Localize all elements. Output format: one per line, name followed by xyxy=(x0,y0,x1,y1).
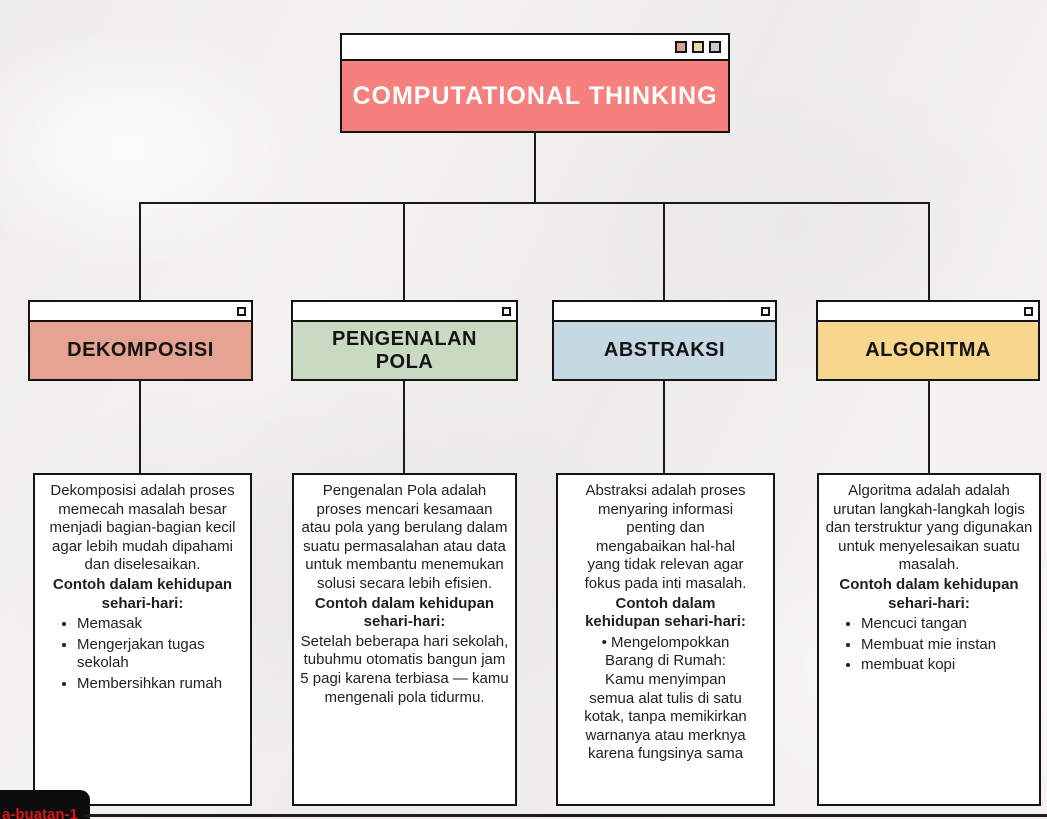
branch-window-titlebar xyxy=(30,302,251,322)
bullet-item: • membuat kopi xyxy=(861,656,1033,675)
root-window-titlebar xyxy=(342,35,728,61)
branch-node-pengenalan-pola xyxy=(291,300,518,381)
window-button-icon xyxy=(237,307,246,316)
branch-description: Algoritma adalah adalah urutan langkah-langkah logis dan terstruktur yang digunakan untuk menyelesaikan suatu masalah. xyxy=(825,482,1033,574)
bullet-item: • Membuat mie instan xyxy=(861,636,1033,655)
textbox-abstraksi xyxy=(556,473,775,806)
example-list xyxy=(41,615,244,693)
connector-bus xyxy=(139,202,930,204)
textbox-pengenalan-pola xyxy=(292,473,517,806)
example-heading: Contoh dalam kehidupan sehari-hari: xyxy=(314,594,495,631)
window-button-icon xyxy=(502,307,511,316)
example-text: Setelah beberapa hari sekolah, tubuhmu otomatis bangun jam 5 pagi karena terbiasa — kamu mengenali pola tidurmu. xyxy=(300,632,509,706)
branch-title: DEKOMPOSISI xyxy=(67,339,214,361)
branch-title: ABSTRAKSI xyxy=(603,339,726,361)
bullet-item: • Memasak xyxy=(77,615,244,634)
connector-root-drop xyxy=(534,131,536,203)
connector-drop-dekomposisi xyxy=(139,202,141,301)
branch-description: Abstraksi adalah proses menyaring informasi penting dan mengabaikan hal-hal yang tidak relevan agar fokus pada inti masalah. xyxy=(584,482,747,592)
example-heading: Contoh dalam kehidupan sehari-hari: xyxy=(839,575,1019,612)
bullet-item: • Mengerjakan tugas sekolah xyxy=(77,636,244,673)
branch-body xyxy=(554,322,775,379)
example-list xyxy=(825,615,1033,675)
connector-drop-abstraksi xyxy=(663,202,665,301)
branch-description: Dekomposisi adalah proses memecah masalah besar menjadi bagian-bagian kecil agar lebih mudah dipahami dan diselesaikan. xyxy=(49,482,236,574)
connector-pengenalan-pola-to-text xyxy=(403,380,405,474)
root-title: COMPUTATIONAL THINKING xyxy=(352,81,718,110)
window-button-icon xyxy=(692,41,704,53)
branch-title: ALGORITMA xyxy=(865,339,991,361)
root-body xyxy=(342,61,728,131)
example-heading: Contoh dalam kehidupan sehari-hari: xyxy=(585,594,746,631)
branch-body xyxy=(818,322,1038,379)
connector-drop-pengenalan-pola xyxy=(403,202,405,301)
branch-node-dekomposisi xyxy=(28,300,253,381)
example-heading: Contoh dalam kehidupan sehari-hari: xyxy=(52,575,233,612)
bullet-item: • Mengelompokkan Barang di Rumah: Kamu menyimpan semua alat tulis di satu kotak, tanpa memikirkan warnanya atau merknya karena fungsinya sama xyxy=(584,634,747,764)
textbox-dekomposisi xyxy=(33,473,252,806)
window-button-icon xyxy=(1024,307,1033,316)
branch-node-abstraksi xyxy=(552,300,777,381)
branch-body xyxy=(30,322,251,379)
textbox-algoritma xyxy=(817,473,1041,806)
watermark-label: a-buatan-1 xyxy=(2,806,78,819)
bottom-divider xyxy=(84,814,1047,817)
branch-window-titlebar xyxy=(818,302,1038,322)
connector-algoritma-to-text xyxy=(928,380,930,474)
branch-description: Pengenalan Pola adalah proses mencari kesamaan atau pola yang berulang dalam suatu permasalahan atau data untuk membantu menemukan solusi secara lebih efisien. xyxy=(301,482,508,592)
connector-drop-algoritma xyxy=(928,202,930,301)
branch-node-algoritma xyxy=(816,300,1040,381)
bullet-item: • Membersihkan rumah xyxy=(77,675,244,694)
branch-title: PENGENALAN POLA xyxy=(331,327,477,373)
window-button-icon xyxy=(761,307,770,316)
window-button-icon xyxy=(709,41,721,53)
branch-body xyxy=(293,322,516,379)
window-button-icon xyxy=(675,41,687,53)
example-list xyxy=(584,634,747,764)
connector-abstraksi-to-text xyxy=(663,380,665,474)
watermark-tag xyxy=(0,790,90,819)
branch-window-titlebar xyxy=(293,302,516,322)
connector-dekomposisi-to-text xyxy=(139,380,141,474)
branch-window-titlebar xyxy=(554,302,775,322)
bullet-item: • Mencuci tangan xyxy=(861,615,1033,634)
root-node xyxy=(340,33,730,133)
